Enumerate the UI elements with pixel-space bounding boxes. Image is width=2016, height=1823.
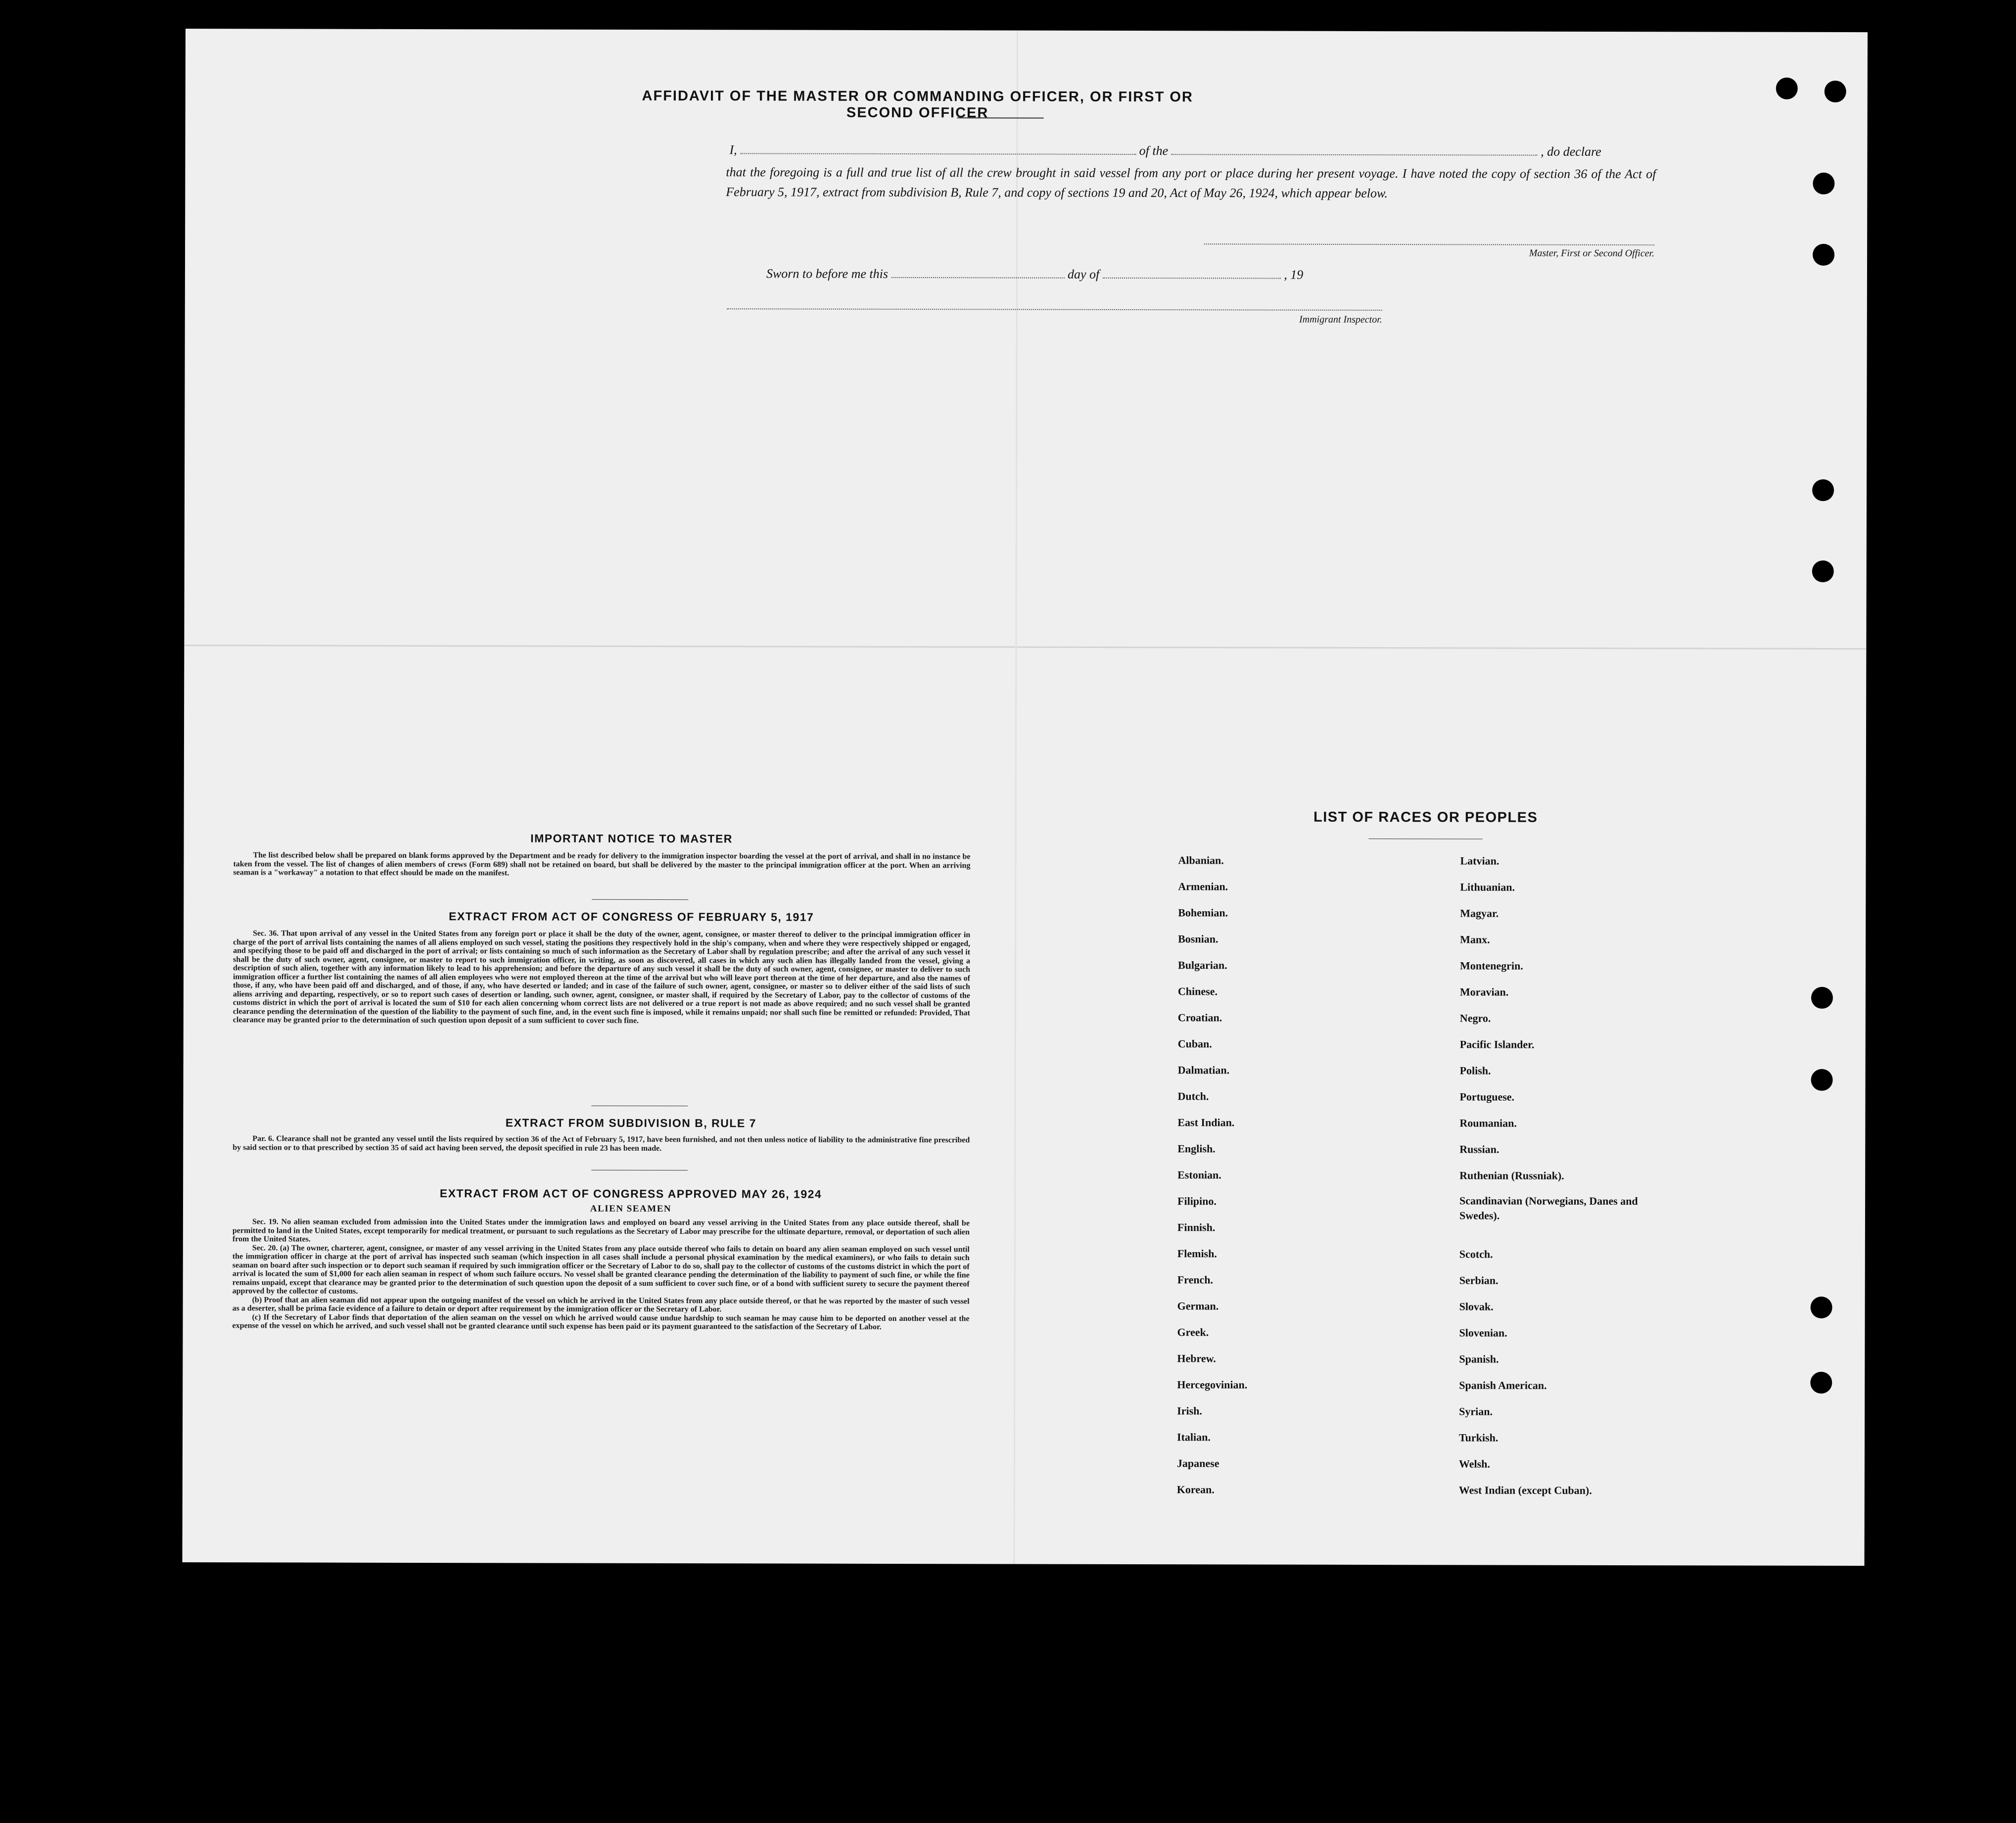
punch-hole (1811, 1297, 1832, 1318)
race-item: German. (1177, 1300, 1219, 1312)
race-item: Slovak. (1459, 1300, 1494, 1313)
punch-hole (1811, 987, 1833, 1009)
vessel-blank[interactable] (1172, 154, 1538, 156)
race-item: Hercegovinian. (1177, 1378, 1248, 1391)
race-item: Filipino. (1177, 1195, 1217, 1208)
sworn-day-blank[interactable] (891, 277, 1064, 279)
races-left-column (1177, 847, 1386, 1503)
race-item: Welsh. (1458, 1457, 1490, 1470)
punch-hole (1825, 81, 1846, 102)
day-of-label: day of (1067, 267, 1100, 281)
race-item: Russian. (1459, 1143, 1500, 1156)
race-item: English. (1177, 1142, 1216, 1155)
extract-1924-subtitle: ALIEN SEAMEN (590, 1203, 672, 1215)
extract-rule7-title: EXTRACT FROM SUBDIVISION B, RULE 7 (505, 1116, 756, 1130)
race-item: Greek. (1177, 1326, 1209, 1339)
extract-rule7-body: Par. 6. Clearance shall not be granted any vessel until the lists required by section 36 of the Act of February 5, 1917, have been furnished, and not then unless notice of liability to the administrative fine prescribed by said section or to that prescribed by section 35 of said act having been served, the deposit specified in rule 23 has been made. (233, 1134, 970, 1153)
name-blank[interactable] (740, 153, 1136, 155)
race-item: Pacific Islander. (1459, 1038, 1535, 1051)
race-item: West Indian (except Cuban). (1458, 1484, 1592, 1496)
declaration-body: that the foregoing is a full and true list of all the crew brought in said vessel from any port or place during her present voyage. I have noted the copy of section 36 of the Act of February 5, 1917, extract from subdivision B, Rule 7, and copy of sections 19 and 20, Act of May 26, 1924, which appear below. (726, 165, 1656, 201)
race-item: Turkish. (1459, 1431, 1499, 1444)
master-signature-line[interactable] (1204, 243, 1654, 245)
extract-1917-body: Sec. 36. That upon arrival of any vessel in the United States from any foreign port or place it shall be the duty of the owner, agent, consignee, or master thereof to deliver to the principal immigration officer in charge of the port of arrival lists containing the names of all aliens employed on such vessel, stating the positions they respectively hold in the ship's company, when and where they were respectively shipped or engaged, and specifying those to be paid off and discharged in the port of arrival; or lists containing so much of such information as the Secretary of Labor shall by regulation prescribe; and after the arrival of any such vessel it shall be the duty of such owner, agent, consignee, or master to report to such immigration officer, in writing, as soon as discovered, all cases in which any such alien has illegally landed from the vessel, giving a description of such alien, together with any information likely to lead to his apprehension; and before the departure of any such vessel it shall be the duty of such owner, agent, consignee, or master to deliver to such immigration officer a further list containing the names of all alien employees who were not employed thereon at the time of the arrival but who will leave port thereon at the time of her departure, and also the names of those, if any, who have been paid off and discharged, and of those, if any, who have deserted or landed; and in case of the failure of such owner, agent, consignee, or master so to deliver either of the said lists of such aliens arriving and departing, respectively, or so to report such cases of desertion or landing, such owner, agent, consignee, or master shall, if required by the Secretary of Labor, pay to the collector of customs of the customs district in which the port of arrival is located the sum of $10 for each alien concerning whom correct lists are not delivered or a true report is not made as above required; and no such vessel shall be granted clearance pending the determination of the question of the liability to the payment of such fine, and, in the event such fine is imposed, while it remains unpaid; nor shall such fine be remitted or refunded: Provided, That clearance may be granted prior to the determination of such question upon deposit of a sum sufficient to cover such fine. (233, 929, 971, 1025)
race-item: Negro. (1459, 1012, 1491, 1025)
punch-hole (1812, 479, 1834, 501)
race-item: Syrian. (1459, 1405, 1493, 1418)
race-item: Chinese. (1177, 985, 1218, 998)
punch-hole (1813, 244, 1834, 266)
of-the-label: of the (1139, 143, 1169, 158)
sec20c-text: (c) If the Secretary of Labor finds that deportation of the alien seaman on the vessel on which he arrived would cause undue hardship to such seaman he may cause him to be deported on another vessel at the expense of the vessel on which he arrived, and such vessel shall not be granted clearance until such expense has been paid or its payment guaranteed to the satisfaction of the Secretary of Labor. (232, 1312, 970, 1331)
race-item: Scotch. (1459, 1248, 1493, 1261)
notice-title: IMPORTANT NOTICE TO MASTER (530, 832, 733, 845)
do-declare-label: , do declare (1541, 144, 1601, 159)
race-item: Spanish American. (1459, 1379, 1547, 1392)
fold-crease-vertical (1014, 31, 1018, 1564)
sworn-line (766, 266, 1360, 282)
extract-1924-title: EXTRACT FROM ACT OF CONGRESS APPROVED MAY 26, 1924 (439, 1187, 822, 1201)
race-item: Slovenian. (1459, 1326, 1507, 1339)
race-item: East Indian. (1177, 1116, 1235, 1129)
sec20b-text: (b) Proof that an alien seaman did not appear upon the outgoing manifest of the vessel on which he arrived in the United States from any place outside thereof, or that he was reported by the master of such vessel as a deserter, shall be prima facie evidence of a failure to detain or deport after requirement by the immigration officer or the Secretary of Labor. (232, 1295, 970, 1314)
race-item: Lithuanian. (1460, 881, 1515, 893)
race-item: Spanish. (1459, 1353, 1499, 1365)
race-item: Dalmatian. (1177, 1064, 1230, 1076)
sworn-month-blank[interactable] (1103, 278, 1281, 279)
extract-1917-title: EXTRACT FROM ACT OF CONGRESS OF FEBRUARY 5, 1917 (449, 910, 814, 924)
document-page (183, 29, 1868, 1566)
race-item: Moravian. (1459, 985, 1509, 998)
affidavit-title: AFFIDAVIT OF THE MASTER OR COMMANDING OFFICER, OR FIRST OR SECOND OFFICER (642, 88, 1193, 121)
i-prefix: I, (729, 142, 737, 157)
race-item: Flemish. (1177, 1247, 1217, 1260)
race-item: Scandinavian (Norwegians, Danes and Swedes). (1459, 1194, 1638, 1222)
extract-1924-body (232, 1217, 969, 1332)
race-item: Cuban. (1177, 1037, 1212, 1050)
race-item: Bulgarian. (1178, 959, 1227, 972)
race-item: Dutch. (1177, 1090, 1209, 1103)
inspector-signature-line[interactable] (727, 308, 1382, 311)
race-item: Magyar. (1460, 907, 1499, 920)
race-item: Bosnian. (1178, 933, 1219, 945)
race-item: Croatian. (1177, 1011, 1222, 1024)
year-label: , 19 (1284, 267, 1304, 282)
punch-hole (1813, 173, 1834, 194)
inspector-signature-label: Immigrant Inspector. (1299, 314, 1382, 326)
race-item: Armenian. (1178, 880, 1228, 893)
race-item: Serbian. (1459, 1274, 1499, 1287)
punch-hole (1812, 561, 1834, 582)
punch-hole (1776, 78, 1798, 99)
race-item: Japanese (1176, 1457, 1219, 1470)
fold-crease-horizontal (184, 645, 1866, 650)
declaration-line (729, 142, 1654, 159)
race-item: Montenegrin. (1460, 959, 1523, 972)
race-item: Korean. (1176, 1483, 1215, 1496)
race-item: Roumanian. (1459, 1117, 1517, 1129)
race-item: Albanian. (1178, 854, 1224, 867)
sec20a-text: Sec. 20. (a) The owner, charterer, agent, consignee, or master of any vessel arriving in the United States from any place outside thereof who fails to detain on board any alien seaman employed on such vessel until the immigration officer in charge at the port of arrival has inspected such seaman (which inspection in all cases shall include a personal physical examination by the medical examiners), or who fails to detain such seaman on board after such inspection or to deport such seaman if required by such immigration officer or the Secretary of Labor to do so, shall pay to the collector of customs of the customs district in which the port of arrival is located the sum of $1,000 for each alien seaman in respect of whom such failure occurs. No vessel shall be granted clearance pending the determination of the liability to payment of such fine, or while the fine remains unpaid, except that clearance may be granted prior to the determination of such question upon the deposit of a sum sufficient to cover such fine, or of a bond with sufficient surety to secure the payment thereof approved by the collector of customs. (232, 1243, 970, 1296)
race-item: Latvian. (1460, 854, 1500, 867)
sec19-text: Sec. 19. No alien seaman excluded from admission into the United States under the immigration laws and employed on board any vessel arriving in the United States from any place outside thereof, shall be permitted to land in the United States, except temporarily for medical treatment, or pursuant to such regulations as the Secretary of Labor may prescribe for the ultimate departure, removal, or deportation of such alien from the United States. (232, 1217, 970, 1244)
race-item: Irish. (1177, 1404, 1202, 1417)
race-item: Bohemian. (1178, 906, 1228, 919)
punch-hole (1811, 1069, 1833, 1091)
race-item: Portuguese. (1459, 1090, 1515, 1103)
races-title: LIST OF RACES OR PEOPLES (1313, 809, 1538, 826)
race-item: Italian. (1177, 1431, 1211, 1444)
races-right-column (1459, 847, 1668, 1503)
punch-hole (1810, 1372, 1832, 1394)
race-item: Finnish. (1177, 1221, 1216, 1234)
race-item: Ruthenian (Russniak). (1459, 1169, 1564, 1182)
master-signature-label: Master, First or Second Officer. (1529, 247, 1655, 259)
race-item: Manx. (1460, 933, 1490, 946)
sworn-label: Sworn to before me this (766, 266, 889, 281)
section-rule (592, 899, 688, 900)
race-item: Hebrew. (1177, 1352, 1216, 1365)
race-item: French. (1177, 1273, 1214, 1286)
title-rule (957, 117, 1044, 118)
notice-body: The list described below shall be prepared on blank forms approved by the Department and be ready for delivery to the immigration inspector boarding the vessel at the port of arrival, and shall in no instance be taken from the vessel. The list of changes of alien members of crews (Form 689) shall not be retained on board, but shall be delivered by the master to the principal immigration officer at the port. When an arriving seaman is a "workaway" a notation to that effect should be made on the manifest. (233, 851, 971, 878)
race-item: Estonian. (1177, 1169, 1221, 1181)
race-item: Polish. (1459, 1064, 1491, 1077)
